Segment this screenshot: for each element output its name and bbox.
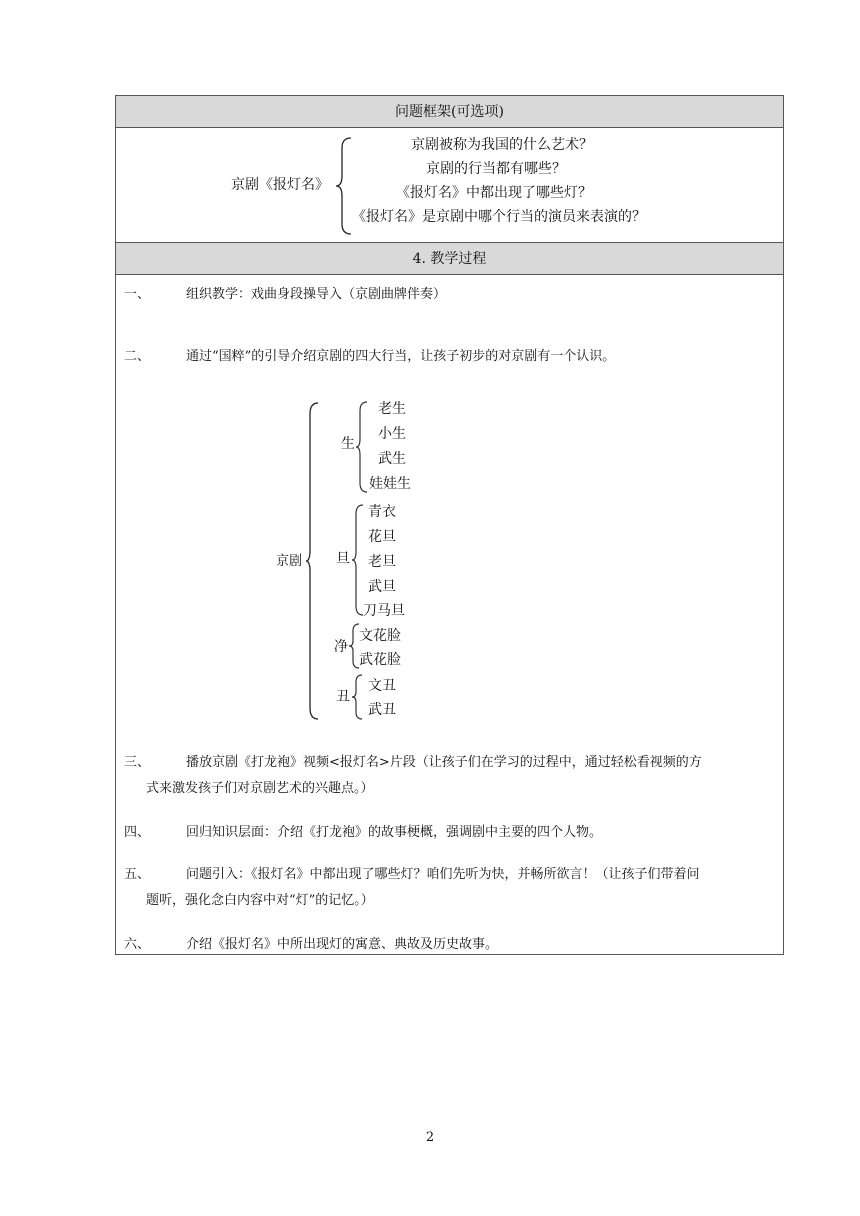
step-4 bbox=[124, 820, 602, 846]
step-number: 一、 bbox=[124, 287, 151, 302]
step-number: 三、 bbox=[124, 755, 151, 770]
step-text: 问题引入：《报灯名》中都出现了哪些灯？咱们先听为快，并畅所欲言！（让孩子们带着问 bbox=[186, 867, 700, 882]
step-2 bbox=[124, 344, 615, 370]
group-label-dan: 旦 bbox=[336, 551, 350, 567]
step-3-continued: 式来激发孩子们对京剧艺术的兴趣点。） bbox=[146, 781, 374, 796]
group-label-jing: 净 bbox=[334, 639, 348, 655]
question-item: 京剧的行当都有哪些？ bbox=[426, 161, 566, 177]
step-3 bbox=[124, 750, 774, 776]
role-item: 老旦 bbox=[368, 554, 396, 570]
group-brace-icon bbox=[356, 401, 370, 493]
role-item: 武花脸 bbox=[359, 652, 401, 668]
role-item: 青衣 bbox=[368, 504, 396, 520]
step-number: 六、 bbox=[124, 937, 151, 952]
role-item: 文丑 bbox=[368, 678, 396, 694]
step-5 bbox=[124, 862, 774, 888]
group-label-sheng: 生 bbox=[341, 436, 355, 452]
page-number: 2 bbox=[425, 1130, 435, 1145]
question-item: 《报灯名》中都出现了哪些灯？ bbox=[396, 185, 592, 201]
step-number: 五、 bbox=[124, 867, 151, 882]
step-text: 播放京剧《打龙袍》视频<报灯名>片段（让孩子们在学习的过程中，通过轻松看视频的方 bbox=[186, 755, 702, 770]
role-item: 刀马旦 bbox=[363, 603, 405, 619]
root-brace-icon bbox=[306, 402, 322, 720]
role-item: 小生 bbox=[378, 426, 406, 442]
lesson-table bbox=[115, 95, 784, 955]
role-item: 花旦 bbox=[368, 529, 396, 545]
group-brace-icon bbox=[352, 674, 364, 720]
role-item: 娃娃生 bbox=[369, 476, 411, 492]
group-label-chou: 丑 bbox=[336, 689, 350, 705]
step-number: 二、 bbox=[124, 349, 151, 364]
step-text: 介绍《报灯名》中所出现灯的寓意、典故及历史故事。 bbox=[186, 937, 499, 952]
step-1 bbox=[124, 282, 446, 308]
teaching-process-header: 4. 教学过程 bbox=[116, 242, 783, 275]
question-framework bbox=[116, 128, 783, 242]
step-text: 组织教学：戏曲身段操导入（京剧曲牌伴奏） bbox=[186, 287, 447, 302]
tree-root-label: 京剧 bbox=[276, 554, 303, 569]
step-text: 通过“国粹”的引导介绍京剧的四大行当，让孩子初步的对京剧有一个认识。 bbox=[186, 349, 616, 364]
role-item: 武旦 bbox=[368, 579, 396, 595]
step-6 bbox=[124, 932, 498, 958]
step-text: 回归知识层面：介绍《打龙袍》的故事梗概，强调剧中主要的四个人物。 bbox=[186, 825, 603, 840]
question-item: 京剧被称为我国的什么艺术？ bbox=[411, 137, 593, 153]
step-5-continued: 题听，强化念白内容中对“灯”的记忆。） bbox=[146, 893, 374, 908]
role-item: 文花脸 bbox=[359, 628, 401, 644]
question-root-label: 京剧《报灯名》 bbox=[231, 177, 329, 193]
role-item: 武丑 bbox=[368, 702, 396, 718]
role-item: 老生 bbox=[378, 401, 406, 417]
step-number: 四、 bbox=[124, 825, 151, 840]
roles-tree bbox=[116, 396, 783, 726]
role-item: 武生 bbox=[378, 451, 406, 467]
question-framework-header: 问题框架(可选项) bbox=[116, 96, 783, 128]
question-item: 《报灯名》是京剧中哪个行当的演员来表演的？ bbox=[352, 209, 646, 225]
